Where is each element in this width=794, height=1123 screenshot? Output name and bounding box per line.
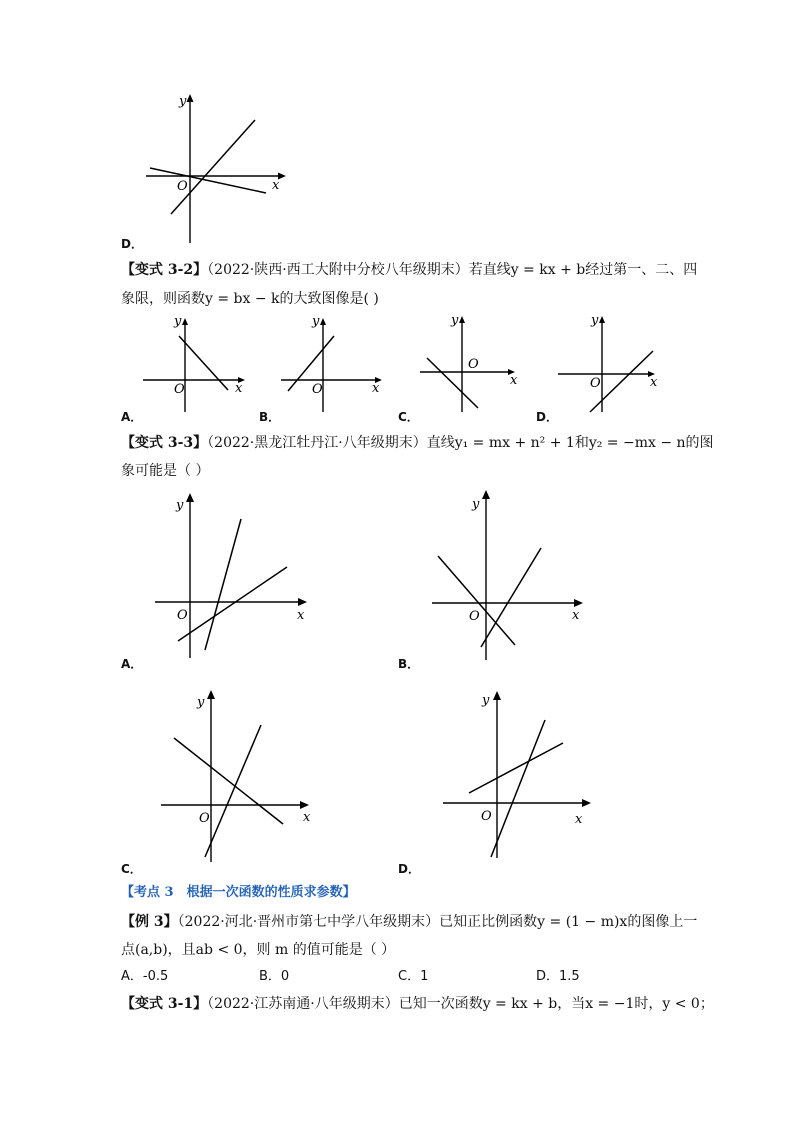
svg-text:y: y	[451, 313, 459, 328]
ex3-line2: 点(a,b)，且ab < 0，则 m 的值可能是（ ）	[121, 942, 396, 958]
v33-source: （2022·黑龙江牡丹江·八年级期末）	[207, 435, 427, 451]
svg-text:y: y	[472, 497, 480, 512]
svg-text:O: O	[590, 376, 601, 391]
svg-text:O: O	[199, 811, 210, 826]
svg-text:x: x	[510, 373, 518, 388]
svg-text:O: O	[469, 609, 480, 624]
v33-line2: 象可能是（ ）	[121, 463, 210, 479]
v32-source: （2022·陕西·西工大附中分校八年级期末）	[207, 262, 469, 278]
svg-text:O: O	[174, 382, 185, 397]
svg-text:O: O	[468, 357, 479, 372]
v31-line1	[121, 993, 714, 1015]
ex3-choice-b: B．0	[259, 969, 290, 984]
svg-text:y: y	[482, 693, 490, 708]
v33-graph-a	[155, 493, 307, 658]
svg-text:O: O	[312, 382, 323, 397]
v32-option-d: D．	[536, 410, 558, 424]
v33-tag: 【变式 3-3】	[121, 435, 208, 451]
v31-text1: 已知一次函数y = kx + b，当x = −1时，y < 0；	[398, 996, 714, 1012]
v32-text1: 若直线y = kx + b经过第一、二、四	[468, 262, 698, 278]
v32-option-c: C．	[398, 410, 419, 424]
svg-text:x: x	[575, 812, 583, 827]
svg-text:x: x	[235, 381, 243, 396]
ex3-text1: 已知正比例函数y = (1 − m)x的图像上一	[439, 914, 698, 930]
svg-text:x: x	[303, 810, 311, 825]
v31-source: （2022·江苏南通·八年级期末）	[207, 996, 399, 1012]
ex3-tag: 【例 3】	[121, 914, 178, 930]
v33-option-a: A．	[121, 657, 143, 671]
v33-option-d: D．	[398, 862, 420, 876]
svg-text:x: x	[650, 375, 658, 390]
v33-option-c: C．	[121, 862, 142, 876]
v32-option-a: A．	[121, 410, 143, 424]
ex3-choice-c: C．1	[398, 969, 429, 984]
origin-label: O	[177, 179, 188, 194]
v33-graph-c	[161, 690, 311, 862]
svg-text:y: y	[174, 314, 182, 329]
x-axis-label: x	[272, 178, 280, 193]
svg-text:y: y	[312, 314, 320, 329]
v32-line2: 象限，则函数y = bx − k的大致图像是( )	[121, 291, 379, 307]
v31-tag: 【变式 3-1】	[121, 996, 208, 1012]
v33-graph-b	[432, 490, 583, 660]
v33-text1: 直线y₁ = mx + n² + 1和y₂ = −mx − n的图	[426, 435, 714, 451]
v32-option-b: B．	[259, 410, 281, 424]
option-d-label: D．	[121, 237, 143, 251]
y-axis-label: y	[179, 94, 187, 109]
svg-text:y: y	[197, 695, 205, 710]
svg-text:x: x	[372, 381, 380, 396]
v33-graph-d	[443, 691, 591, 858]
ex3-choice-a: A．-0.5	[121, 969, 169, 984]
kaodian-heading: 【考点 3 根据一次函数的性质求参数】	[121, 885, 356, 900]
svg-text:y: y	[176, 498, 184, 513]
svg-text:y: y	[591, 313, 599, 328]
svg-text:x: x	[572, 608, 580, 623]
ex3-choice-d: D．1.5	[536, 969, 580, 984]
svg-text:x: x	[297, 608, 305, 623]
v33-option-b: B．	[398, 657, 420, 671]
svg-text:O: O	[177, 608, 188, 623]
svg-text:O: O	[481, 809, 492, 824]
ex3-source: （2022·河北·晋州市第七中学八年级期末）	[177, 914, 440, 930]
v32-tag: 【变式 3-2】	[121, 262, 208, 278]
ex3-line1	[121, 911, 697, 933]
